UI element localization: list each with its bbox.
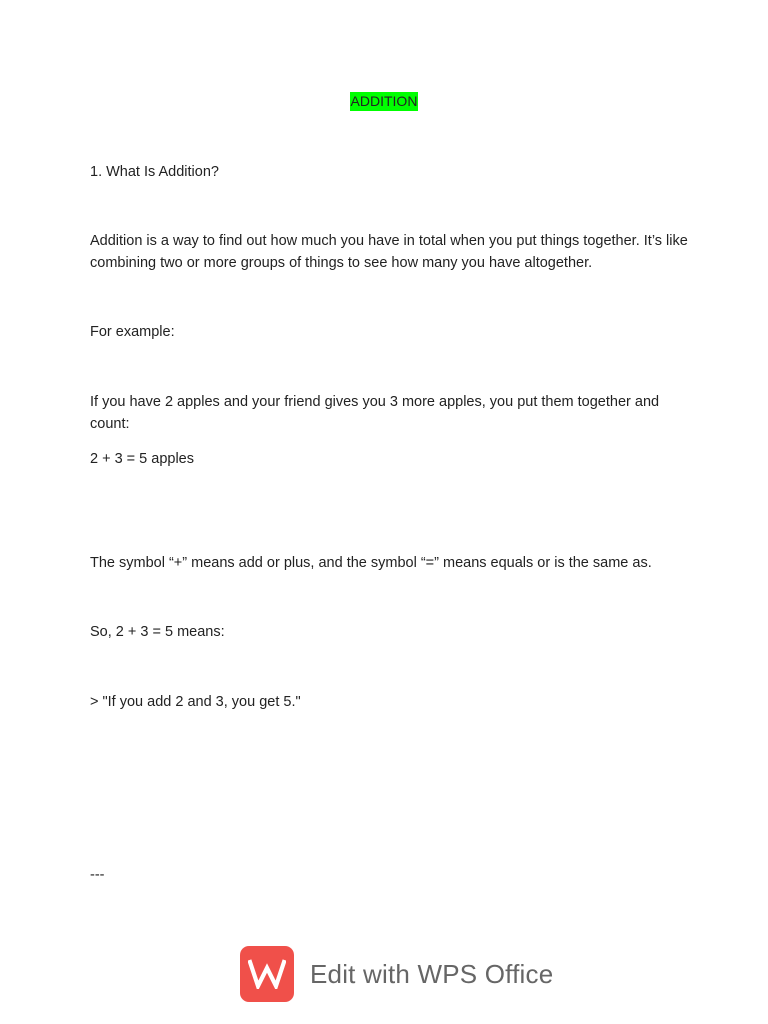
wps-banner-label: Edit with WPS Office	[310, 958, 554, 989]
section-heading: 1. What Is Addition?	[90, 164, 219, 180]
paragraph-quote: > "If you add 2 and 3, you get 5."	[90, 694, 301, 710]
edit-with-wps-banner[interactable]	[240, 946, 553, 1002]
paragraph-definition: Addition is a way to find out how much you have in total when you put things together. It’s like combining two or more groups of things to see how many you have altogether.	[90, 233, 688, 271]
document-title: ADDITION	[350, 93, 418, 109]
paragraph-symbols: The symbol “+” means add or plus, and the symbol “=” means equals or is the same as.	[90, 555, 652, 571]
wps-office-logo-icon	[240, 946, 294, 1002]
paragraph-equation: 2 + 3 = 5 apples	[90, 451, 194, 467]
paragraph-example-intro: For example:	[90, 324, 175, 340]
separator-text: ---	[90, 867, 105, 883]
paragraph-example: If you have 2 apples and your friend gives you 3 more apples, you put them together and count:	[90, 394, 660, 432]
paragraph-meaning: So, 2 + 3 = 5 means:	[90, 624, 225, 640]
title-wrapper	[0, 92, 768, 111]
